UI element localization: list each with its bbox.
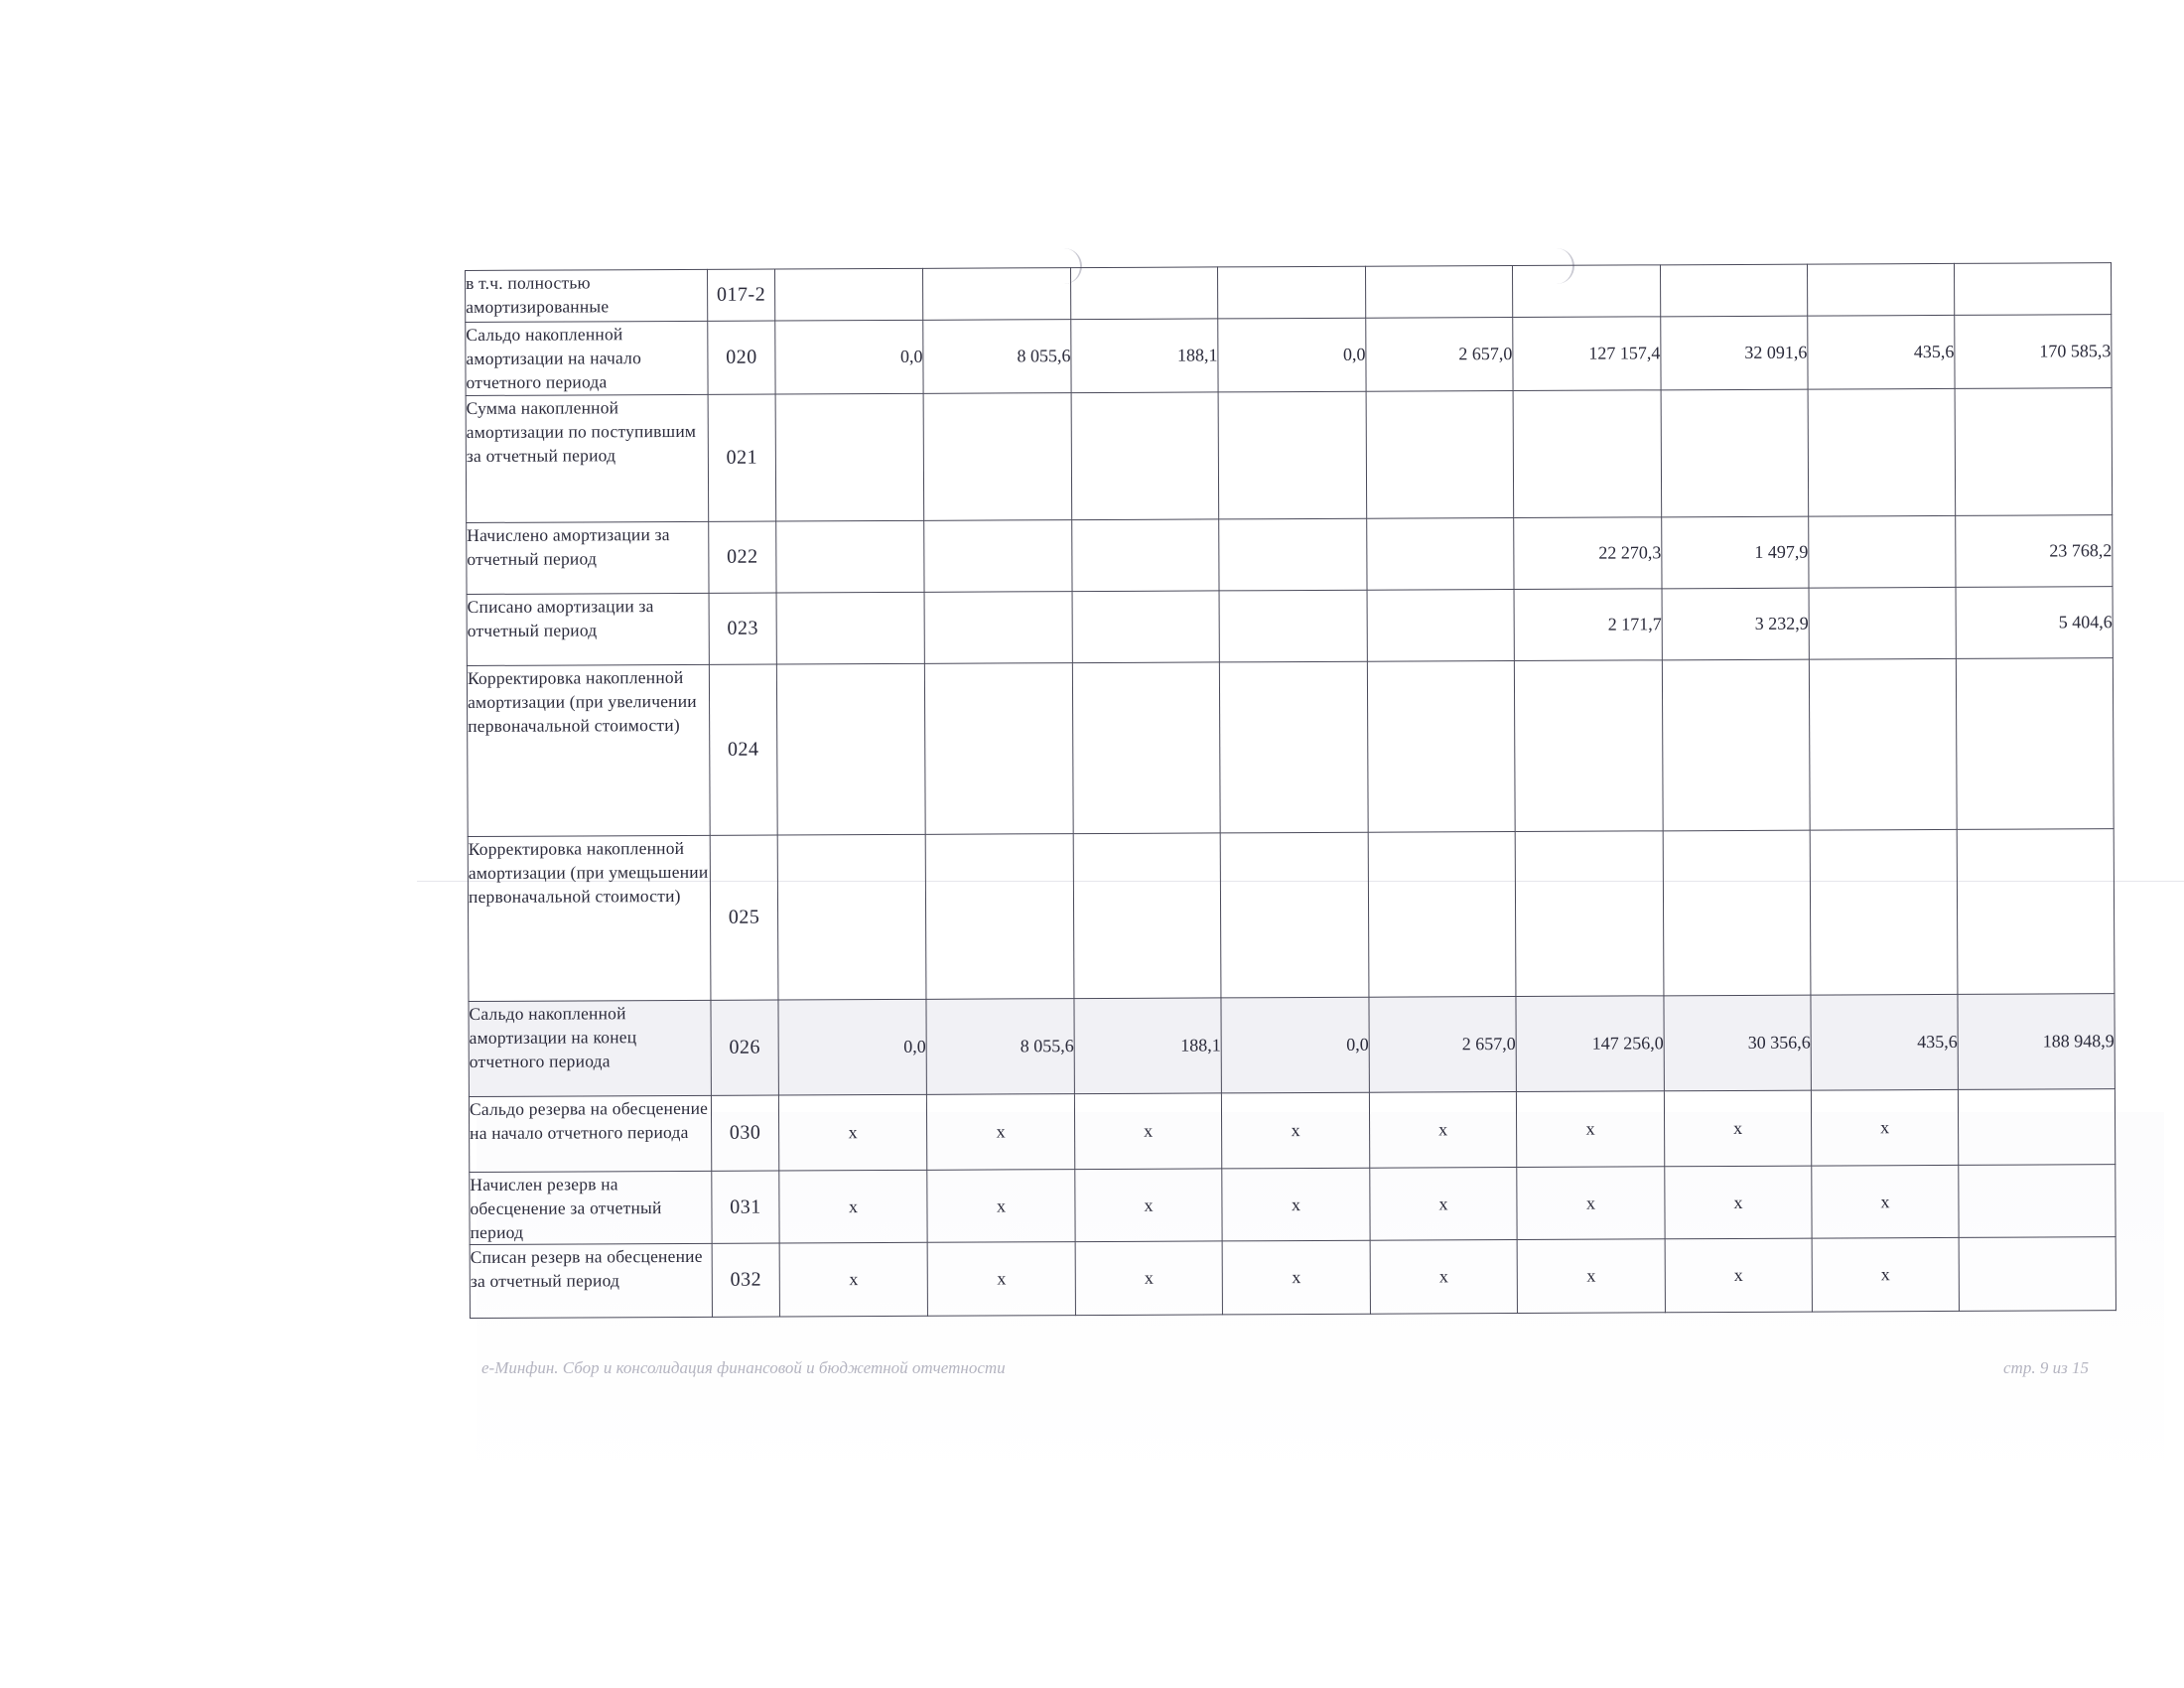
row-code: 025 — [710, 835, 778, 1000]
table-row — [467, 587, 2113, 666]
value-cell — [1955, 388, 2113, 516]
value-cell: x — [779, 1242, 927, 1317]
value-cell — [774, 268, 922, 321]
footer-page-number: стр. 9 из 15 — [2003, 1358, 2089, 1377]
value-cell: x — [1664, 1090, 1811, 1167]
value-cell: 188,1 — [1071, 319, 1218, 393]
value-cell — [776, 592, 924, 664]
value-cell: 8 055,6 — [923, 320, 1071, 394]
table-row — [466, 315, 2112, 396]
value-cell — [1663, 830, 1811, 996]
value-cell: 435,6 — [1811, 994, 1958, 1090]
value-cell: 2 657,0 — [1366, 318, 1513, 392]
value-cell: x — [1221, 1092, 1369, 1169]
amortization-form-sheet — [465, 262, 2116, 1319]
table-row — [466, 263, 2112, 323]
row-code: 032 — [712, 1243, 779, 1317]
value-cell: 8 055,6 — [926, 999, 1074, 1095]
value-cell — [1368, 832, 1516, 998]
value-cell — [1512, 265, 1660, 318]
value-cell: 188,1 — [1074, 998, 1221, 1094]
value-cell — [1809, 515, 1956, 588]
row-label: Сальдо резерва на обесценение на начало отчетного периода — [469, 1095, 711, 1172]
value-cell: 23 768,2 — [1956, 515, 2113, 588]
value-cell: x — [1812, 1237, 1959, 1312]
value-cell — [1217, 266, 1365, 319]
value-cell: x — [927, 1170, 1075, 1243]
row-label: Начислен резерв на обесценение за отчетный период — [470, 1171, 712, 1244]
row-label: Сальдо накопленной амортизации на начало отчетного периода — [466, 321, 708, 395]
table-row — [466, 388, 2113, 523]
table-row — [470, 1165, 2116, 1245]
row-label: Сальдо накопленной амортизации на конец отчетного периода — [469, 1000, 711, 1096]
value-cell: x — [1517, 1167, 1665, 1240]
value-cell: 170 585,3 — [1955, 315, 2112, 389]
value-cell — [1366, 391, 1514, 519]
value-cell — [1810, 829, 1958, 995]
value-cell — [776, 520, 924, 593]
value-cell — [1958, 1089, 2115, 1166]
value-cell: 0,0 — [778, 999, 926, 1095]
table-row — [469, 994, 2115, 1097]
row-label: Начислено амортизации за отчетный период — [467, 521, 709, 594]
value-cell — [1662, 659, 1810, 831]
row-code: 022 — [709, 521, 776, 593]
value-cell — [1070, 267, 1217, 320]
value-cell — [1072, 519, 1219, 592]
value-cell — [1809, 658, 1957, 830]
value-cell — [1365, 266, 1512, 319]
value-cell: 32 091,6 — [1661, 316, 1808, 390]
value-cell: 147 256,0 — [1516, 996, 1664, 1092]
row-label: Сумма накопленной амортизации по поступившим за отчетный период — [466, 394, 709, 522]
value-cell: x — [1222, 1168, 1370, 1241]
row-code: 026 — [711, 1000, 778, 1095]
value-cell — [1367, 590, 1514, 662]
value-cell: 22 270,3 — [1514, 517, 1662, 590]
value-cell: x — [1074, 1093, 1221, 1170]
value-cell — [1072, 591, 1219, 663]
value-cell: 0,0 — [775, 320, 923, 394]
row-code: 021 — [708, 394, 776, 521]
value-cell — [1514, 660, 1663, 832]
table-row — [470, 1237, 2116, 1319]
value-cell: x — [779, 1170, 927, 1243]
value-cell — [925, 834, 1074, 1000]
value-cell — [922, 268, 1070, 321]
table-row — [467, 658, 2114, 837]
value-cell: x — [778, 1094, 926, 1171]
value-cell — [1807, 263, 1954, 316]
value-cell — [1367, 661, 1515, 833]
value-cell: 2 657,0 — [1369, 997, 1516, 1093]
table-row — [469, 1089, 2115, 1173]
row-label: Корректировка накопленной амортизации (при увеличении первоначальной стоимости) — [467, 664, 710, 836]
value-cell — [1220, 832, 1369, 998]
row-label: в т.ч. полностью амортизированные — [466, 269, 708, 322]
value-cell — [924, 663, 1073, 835]
value-cell — [1071, 392, 1219, 520]
value-cell: x — [1812, 1165, 1959, 1238]
table-row — [467, 515, 2113, 595]
footer-system-name: е-Минфин. Сбор и консолидация финансовой и бюджетной отчетности — [481, 1358, 1006, 1377]
row-code: 030 — [711, 1095, 778, 1171]
value-cell: 1 497,9 — [1662, 516, 1809, 589]
value-cell — [776, 663, 925, 835]
value-cell — [924, 520, 1072, 593]
value-cell — [1367, 518, 1514, 591]
value-cell — [1954, 263, 2111, 316]
value-cell — [1660, 264, 1807, 317]
row-code: 031 — [712, 1171, 779, 1243]
value-cell: x — [1811, 1089, 1958, 1166]
value-cell — [1219, 590, 1367, 662]
value-cell — [777, 834, 926, 1000]
value-cell: x — [926, 1094, 1074, 1171]
value-cell — [1661, 389, 1809, 517]
amortization-table — [465, 262, 2116, 1319]
row-code: 017-2 — [707, 269, 774, 321]
row-code: 024 — [709, 664, 777, 835]
value-cell: 435,6 — [1808, 315, 1955, 389]
value-cell: 3 232,9 — [1662, 588, 1809, 660]
row-code: 023 — [709, 593, 776, 664]
value-cell — [1959, 1237, 2116, 1312]
value-cell — [775, 393, 924, 521]
value-cell: x — [1517, 1239, 1665, 1314]
value-cell — [923, 393, 1072, 521]
value-cell: x — [1222, 1240, 1370, 1315]
value-cell — [1219, 518, 1367, 591]
value-cell: x — [1369, 1092, 1516, 1169]
value-cell: x — [1516, 1091, 1664, 1168]
value-cell — [1219, 661, 1368, 833]
row-label: Списан резерв на обесценение за отчетный период — [470, 1243, 712, 1318]
row-label: Списано амортизации за отчетный период — [467, 593, 709, 665]
value-cell: x — [1370, 1168, 1517, 1241]
value-cell — [1808, 388, 1956, 516]
value-cell — [1072, 662, 1220, 834]
value-cell: 127 157,4 — [1513, 317, 1661, 391]
value-cell — [1809, 587, 1956, 659]
value-cell: 2 171,7 — [1514, 589, 1662, 661]
value-cell: 188 948,9 — [1958, 994, 2115, 1090]
value-cell — [1513, 390, 1662, 518]
value-cell — [1959, 1165, 2116, 1238]
value-cell — [1218, 391, 1367, 519]
value-cell: x — [1665, 1238, 1812, 1313]
value-cell: 30 356,6 — [1664, 995, 1811, 1091]
table-row — [468, 829, 2115, 1002]
row-label: Корректировка накопленной амортизации (при умещьшении первоначальной стоимости) — [468, 835, 711, 1001]
value-cell — [1073, 833, 1221, 999]
value-cell: 0,0 — [1218, 318, 1366, 392]
value-cell: 5 404,6 — [1956, 587, 2113, 659]
value-cell: x — [1665, 1166, 1812, 1239]
value-cell: x — [1370, 1240, 1517, 1315]
value-cell: x — [927, 1242, 1075, 1317]
value-cell: x — [1075, 1169, 1222, 1242]
value-cell — [1956, 658, 2114, 830]
value-cell — [1515, 831, 1664, 997]
row-code: 020 — [708, 321, 775, 394]
value-cell: 0,0 — [1221, 997, 1369, 1093]
value-cell — [1957, 829, 2115, 995]
value-cell: x — [1075, 1241, 1222, 1316]
value-cell — [924, 592, 1072, 664]
